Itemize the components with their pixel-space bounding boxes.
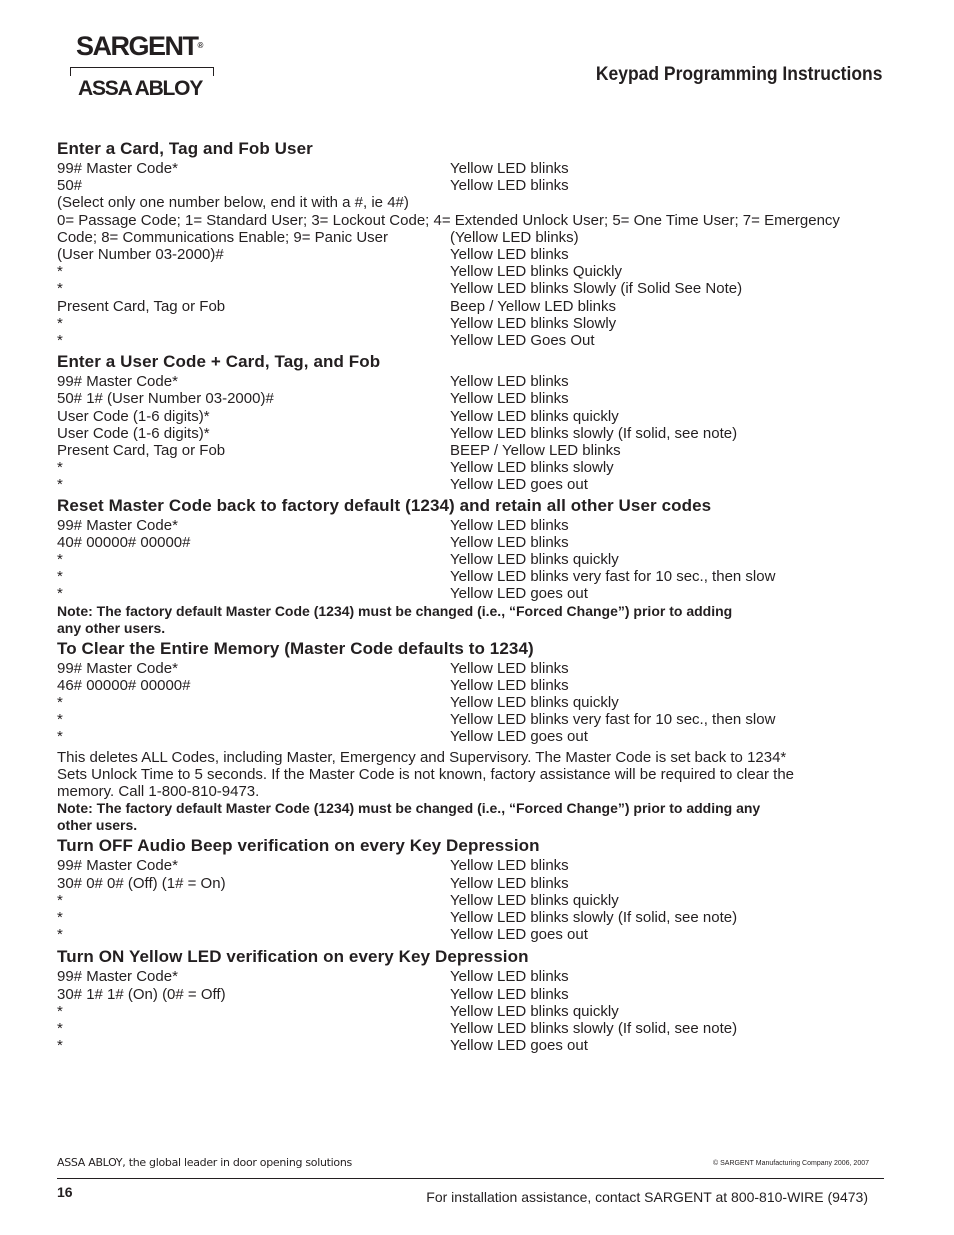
step-row: Code; 8= Communications Enable; 9= Panic User (Yellow LED blinks) bbox=[57, 228, 579, 246]
footer-copyright: © SARGENT Manufacturing Company 2006, 2007 bbox=[713, 1160, 869, 1167]
step-row: * Yellow LED blinks slowly (If solid, see note) bbox=[57, 908, 738, 926]
step-row: User Code (1-6 digits)* Yellow LED blinks slowly (If solid, see note) bbox=[57, 424, 738, 442]
step-row: 50# Yellow LED blinks bbox=[57, 177, 569, 195]
section-user-code-card-tag-fob bbox=[57, 351, 887, 493]
clear-memory-call: memory. Call 1-800-810-9473. bbox=[57, 783, 260, 801]
section-title: Turn OFF Audio Beep verification on every Key Depression bbox=[57, 836, 540, 856]
footer-divider bbox=[57, 1178, 884, 1179]
step-row: * Yellow LED blinks Slowly (if Solid See Note) bbox=[57, 280, 743, 298]
step-row: * Yellow LED blinks Slowly bbox=[57, 314, 617, 332]
step-row: Present Card, Tag or Fob Beep / Yellow LED blinks bbox=[57, 297, 616, 315]
step-row: * Yellow LED blinks Quickly bbox=[57, 263, 623, 281]
section-yellow-led-on bbox=[57, 946, 887, 1054]
select-instruction: (Select only one number below, end it with a #, ie 4#) bbox=[57, 194, 409, 212]
step-row: 46# 00000# 00000# Yellow LED blinks bbox=[57, 676, 569, 694]
clear-memory-description-cont: Sets Unlock Time to 5 seconds. If the Master Code is not known, factory assistance will be required to clear the bbox=[57, 765, 795, 783]
step-row: 99# Master Code* Yellow LED blinks bbox=[57, 968, 569, 986]
logo-sargent-wordmark: SARGENT® bbox=[76, 31, 204, 61]
section-title: Turn ON Yellow LED verification on every Key Depression bbox=[57, 947, 529, 967]
step-row: 99# Master Code* Yellow LED blinks bbox=[57, 160, 569, 177]
user-type-options: 0= Passage Code; 1= Standard User; 3= Lockout Code; 4= Extended Unlock User; 5= One Time User; 7= Emergency bbox=[57, 211, 840, 229]
step-row: * Yellow LED blinks quickly bbox=[57, 1002, 619, 1020]
sargent-assa-abloy-logo bbox=[70, 30, 220, 105]
factory-default-note-cont: other users. bbox=[57, 817, 138, 834]
step-row: * Yellow LED blinks very fast for 10 sec., then slow bbox=[57, 711, 776, 729]
step-row: Present Card, Tag or Fob BEEP / Yellow LED blinks bbox=[57, 442, 621, 460]
step-row: 40# 00000# 00000# Yellow LED blinks bbox=[57, 533, 569, 551]
step-row: 99# Master Code* Yellow LED blinks bbox=[57, 659, 569, 677]
step-row: * Yellow LED goes out bbox=[57, 728, 588, 746]
step-row: 30# 0# 0# (Off) (1# = On) Yellow LED blinks bbox=[57, 874, 569, 892]
footer-contact: For installation assistance, contact SARGENT at 800-810-WIRE (9473) bbox=[426, 1189, 868, 1205]
step-row: 99# Master Code* Yellow LED blinks bbox=[57, 516, 569, 534]
page-number: 16 bbox=[57, 1184, 73, 1200]
factory-default-note: Note: The factory default Master Code (1234) must be changed (i.e., “Forced Change”) prior to adding bbox=[57, 602, 733, 619]
factory-default-note-cont: any other users. bbox=[57, 619, 166, 636]
step-row: User Code (1-6 digits)* Yellow LED blinks quickly bbox=[57, 407, 619, 425]
footer-tagline: ASSA ABLOY, the global leader in door opening solutions bbox=[57, 1156, 352, 1169]
step-row: 99# Master Code* Yellow LED blinks bbox=[57, 857, 569, 875]
logo-bracket-line bbox=[70, 67, 214, 76]
section-card-tag-fob-user bbox=[57, 138, 887, 349]
step-row: * Yellow LED Goes Out bbox=[57, 332, 595, 350]
step-row: * Yellow LED blinks quickly bbox=[57, 891, 619, 909]
section-title: Reset Master Code back to factory default (1234) and retain all other User codes bbox=[57, 495, 712, 515]
step-row: * Yellow LED goes out bbox=[57, 476, 588, 494]
step-row: 30# 1# 1# (On) (0# = Off) Yellow LED blinks bbox=[57, 985, 569, 1003]
step-row: * Yellow LED blinks slowly (If solid, see note) bbox=[57, 1019, 738, 1037]
logo-assa-abloy-wordmark: ASSA ABLOY bbox=[78, 77, 203, 100]
section-title: Enter a Card, Tag and Fob User bbox=[57, 139, 313, 158]
step-row: 50# 1# (User Number 03-2000)# Yellow LED blinks bbox=[57, 390, 569, 408]
document-title: Keypad Programming Instructions bbox=[595, 64, 882, 85]
step-row: 99# Master Code* Yellow LED blinks bbox=[57, 373, 569, 391]
step-row: (User Number 03-2000)# Yellow LED blinks bbox=[57, 246, 569, 264]
section-clear-memory bbox=[57, 638, 887, 835]
step-row: * Yellow LED goes out bbox=[57, 1037, 588, 1055]
section-reset-master-code bbox=[57, 495, 887, 637]
step-row: * Yellow LED blinks slowly bbox=[57, 459, 614, 477]
clear-memory-description: This deletes ALL Codes, including Master, Emergency and Supervisory. The Master Code is set back to 1234* bbox=[57, 748, 787, 766]
step-row: * Yellow LED goes out bbox=[57, 926, 588, 944]
step-row: * Yellow LED blinks very fast for 10 sec., then slow bbox=[57, 568, 776, 586]
section-audio-beep-off bbox=[57, 835, 887, 943]
instructions-content bbox=[57, 138, 887, 1054]
section-title: To Clear the Entire Memory (Master Code defaults to 1234) bbox=[57, 638, 534, 658]
step-row: * Yellow LED goes out bbox=[57, 585, 588, 603]
step-row: * Yellow LED blinks quickly bbox=[57, 551, 619, 569]
section-title: Enter a User Code + Card, Tag, and Fob bbox=[57, 352, 381, 372]
step-row: * Yellow LED blinks quickly bbox=[57, 694, 619, 712]
factory-default-note: Note: The factory default Master Code (1234) must be changed (i.e., “Forced Change”) prior to adding any bbox=[57, 800, 761, 817]
